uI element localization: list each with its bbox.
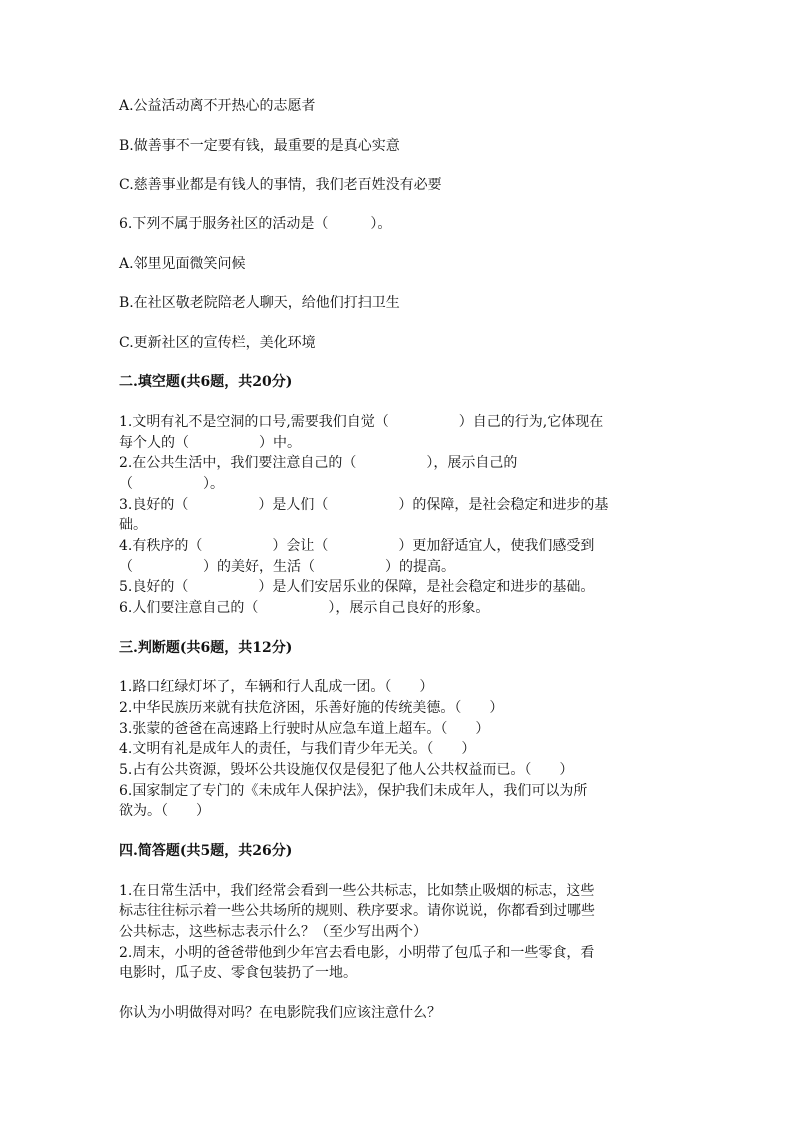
- question-line: 3.良好的（ ）是人们（ ）的保障，是社会稳定和进步的基: [119, 497, 609, 513]
- question-line: 础。: [119, 517, 147, 533]
- question-line: 2.在公共生活中，我们要注意自己的（ ），展示自己的: [119, 455, 518, 471]
- option-text: B.做善事不一定要有钱，最重要的是真心实意: [119, 138, 400, 154]
- question-stem: 6.下列不属于服务社区的活动是（ ）。: [119, 216, 392, 232]
- option-text: B.在社区敬老院陪老人聊天，给他们打扫卫生: [119, 295, 400, 311]
- question-line: （ ）。: [119, 476, 224, 492]
- question-line: 2.周末，小明的爸爸带他到少年宫去看电影，小明带了包瓜子和一些零食，看: [119, 945, 595, 961]
- section-heading: 三.判断题(共6题，共12分): [119, 640, 293, 656]
- option-text: A.公益活动离不开热心的志愿者: [119, 98, 316, 114]
- question-line: 每个人的（ ）中。: [119, 435, 301, 451]
- question-line: 你认为小明做得对吗？在电影院我们应该注意什么？: [119, 1005, 441, 1021]
- question-line: 电影时，瓜子皮、零食包装扔了一地。: [119, 965, 357, 981]
- question-line: 1.文明有礼不是空洞的口号,需要我们自觉（ ）自己的行为,它体现在: [119, 414, 604, 430]
- question-line: 6.国家制定了专门的《未成年人保护法》，保护我们未成年人，我们可以为所: [119, 783, 588, 799]
- section-heading: 二.填空题(共6题，共20分): [119, 374, 293, 390]
- question-line: 4.文明有礼是成年人的责任，与我们青少年无关。（ ）: [119, 741, 476, 757]
- question-line: 5.良好的（ ）是人们安居乐业的保障，是社会稳定和进步的基础。: [119, 579, 595, 595]
- question-line: （ ）的美好，生活（ ）的提高。: [119, 559, 455, 575]
- option-text: C.更新社区的宣传栏，美化环境: [119, 335, 316, 351]
- question-line: 3.张蒙的爸爸在高速路上行驶时从应急车道上超车。（ ）: [119, 721, 490, 737]
- question-line: 6.人们要注意自己的（ ），展示自己良好的形象。: [119, 600, 490, 616]
- question-line: 1.在日常生活中，我们经常会看到一些公共标志，比如禁止吸烟的标志，这些: [119, 883, 595, 899]
- question-line: 5.占有公共资源，毁坏公共设施仅仅是侵犯了他人公共权益而已。（ ）: [119, 762, 574, 778]
- question-line: 4.有秩序的（ ）会让（ ）更加舒适宜人，使我们感受到: [119, 538, 595, 554]
- option-text: A.邻里见面微笑问候: [119, 256, 246, 272]
- section-heading: 四.简答题(共5题，共26分): [119, 843, 293, 859]
- question-line: 欲为。（ ）: [119, 803, 210, 819]
- question-line: 1.路口红绿灯坏了，车辆和行人乱成一团。（ ）: [119, 679, 434, 695]
- question-line: 标志往往标示着一些公共场所的规则、秩序要求。请你说说，你都看到过哪些: [119, 903, 595, 919]
- question-line: 2.中华民族历来就有扶危济困，乐善好施的传统美德。（ ）: [119, 700, 504, 716]
- question-line: 公共标志，这些标志表示什么？（至少写出两个）: [119, 924, 427, 940]
- option-text: C.慈善事业都是有钱人的事情，我们老百姓没有必要: [119, 177, 442, 193]
